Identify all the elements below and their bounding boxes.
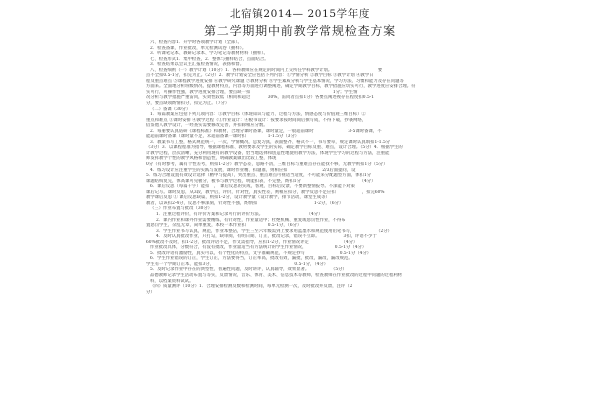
document-line: 品德教师记录学生活动布置与等实，反馈情况，音乐、体育、美术、信息技术等教师，检查教师在作业批改的过程中问题的过程利材 xyxy=(150,272,403,278)
document-line: 点不全扣0.5-1分，扣完为止。（2分）2．教学计划安全应包括下列内容：①学情分析 ②教学目标 ③教学计划 ④教学日 xyxy=(146,73,374,79)
document-line: 况分析与教学措施严重雷同，实效性较低（相同和超过 30%，雷同者点扣1分）各要点阐述视存在程度扣0.5-1 xyxy=(146,95,375,101)
document-body xyxy=(146,40,458,400)
document-line: 方面来。全面地分析班级情况，提教材特点，内容等方面进行调整阐述，确定学期教学目标，教学措施应切实可行，教学进度应安排合理。符 xyxy=(146,84,416,90)
document-line: 能超前课时备课（课时量不足，未超前备课一课时扣 1-1.5分（3分） xyxy=(146,134,300,140)
document-line: 5．练习合理设置有效设计选择（精中与提高），突出重点、重点难点可视适当适度，不可能来分配题型方面，体扣1分 xyxy=(146,173,372,179)
document-line: 4．及时认真批改作业，只打勾，缺审阅，有明日期、订正，批改记录，错误不立即。 3扣，评语不少于 xyxy=(156,234,377,240)
document-line: 六、检查内容1．开学时各项教学计划（全部）。 xyxy=(150,40,242,45)
document-line: （二）备课（30分） xyxy=(150,106,191,112)
document-line: 八、检查细则（一）教学计划（10分）1．各科教师应在规定的时间内上交所任学科教学计划。 要 xyxy=(150,67,383,73)
document-line: 3．检查结果以会议主汇报检查情况，表扬和督。 xyxy=(150,62,245,68)
document-line: 60%批改不及时，扣1-2分，批改评语不足，作文需指导，应扣1-2分，作业情况评定 （4分） xyxy=(146,239,358,245)
document-line: （3分）3．以课程程准为指导，根据课程标准、教材要求及学生的实际，确定教学目标及重、难点，设计合理。（5分）4．根据学生的 xyxy=(146,145,403,151)
document-line: 课后记写。课时反思，从3段，教学后，评价，针对性，真实性差，则相应扣分，教学反思不足应扣 ，扣完60% xyxy=(146,189,385,195)
document-line: 学生有一个学期订正本，能扣3分， 0.5-1分，（4分） xyxy=(146,261,329,267)
document-line: 借鉴他人教学设计，一经查实需要修改完善，并扣除相应分数。 xyxy=(146,123,268,129)
document-line: 教者，以该扣2-4分，反思不够深刻，针对性不强，酌情扣 1-2分，（6分） xyxy=(146,200,344,206)
document-line: 2．检查备课，作业批改，单元检测试卷（抽样）。 xyxy=(150,45,247,51)
document-line: 作业批改具体，分数符合，有没有批改，作业量适当有方法统计的学生作业情况， 0.5-1分（4分） xyxy=(150,245,367,251)
document-line: 重点和难点 ③课时安排 ④教学过程（①作业设计：④板书设计：按要求按时间间后撰写成，不得下载，抄袭网络， xyxy=(146,117,367,123)
document-line: 师发挥教学个性的教学风格和创造性，明确教案做出比较工整，体现 xyxy=(146,156,277,162)
document-line: 3．听课笔记本、教研记录本、学习笔记等教材材料（抽样）。 xyxy=(150,51,268,57)
document-line: 1．注重过程评价，有评价方案和记录可行的评价方法。 （4分） xyxy=(156,211,323,217)
document-line: 实可行，可操作性强，教学进度安排合理，要点缺一扣 1分；学生情 xyxy=(146,89,358,95)
document-line: 2．每册要认真钻研《课程标准》和教材，合理分课时备课，课时量足，一般超前课时 3-5课时备课，不 xyxy=(150,128,382,134)
document-line: 3．学生作业书写认真，规范，作业本整洁，学生三至六年级需到上要求用蓝墨水和规范使用铅笔书写， （2分） xyxy=(156,228,392,234)
document-line: 0分（有时参考，属有个性差考，则扣1-2分）教学态差，思路不清，三维目标与重难点存在能找不够，无教学则扣1分（5分） xyxy=(146,162,388,168)
document-line: 6．课后反思（每篇千字）能扣 ， 课后反思的实成，客观、目标后反馈、不要新整情报导。不深能下对策 xyxy=(150,184,355,190)
document-line: 分，要点缺项酌情扣分，扣完为止。（7分） xyxy=(146,101,230,107)
document-line: 置惩罚学生，杂乱无章，简单重复，本校一本作业扣 0.5-1分，（6分） xyxy=(146,223,302,229)
document-line: 程及重点难点 ⑤课程教学进度安排 ⑥教学研究课题 ⑦教材分析 ⑧学生素质分析与学生基本情况，学习方法、习惯和能力及存在问题等 xyxy=(146,78,404,84)
document-line: 教学课后反思 ① 课后反思缺篇，则扣1-2分，设计教学量（设计教学，排节活动，课堂生成等） xyxy=(146,195,330,201)
document-line: 4．练习设计应注重学生的实践与发展，课时作业精、扣题准，则相应扣 2/3后面提问，设 xyxy=(150,167,356,173)
document-line: 3．教案书写工整，格式规范统一，一次、学情概况，总复习真，表面整齐、格式不一，书写要草，规定课时认真填扣1-1.5分 xyxy=(150,139,391,145)
document-line: 七、检查形式1．集中检查，2．整体与抽样结合，点面结合。 xyxy=(150,56,269,62)
document-line: （三）作业布置与批改（30分） xyxy=(150,206,213,212)
document-line: 6．学生作业错误的订正，学生订正，方法要得当，订正率高，批改有效，漏批，批改，漏改，漏改规范。 xyxy=(150,256,353,262)
document-line: 5．批改评语有激励性，真实可以，有个性化的特点，文字准确规范，不规定抄写 0.5-1分（4分） xyxy=(150,250,372,256)
document-title-main: 第二学期期中前教学常规检查方案 xyxy=(203,24,396,38)
document-line: 料，以档案资料试试。 xyxy=(150,278,194,284)
document-line: 1．每篇教案应包括下列几项内容：①教学目标（体现知识与能力、过程与方法，情感态度与价值观三维目标）② xyxy=(150,112,366,118)
document-line: 分） xyxy=(146,289,155,295)
document-line: 5．及时记录作业中存在的典型性、普遍性问题，及时讲评，认真辅导，效果显著。 （5分） xyxy=(150,267,347,273)
document-line: 课题结构复完，体高课可见板分，板书与教学过程，明能扣表，不完整，酌扣1分 （4分） xyxy=(146,178,376,184)
document-line: 2．课内作业和课外作业需要精练，有针对性，作业量适中；杜绝机械、重复或惩罚性作业，不得布 xyxy=(156,217,346,223)
document-line: 计教学过程，层次清晰，充分利用现有的教学设备，恰当地选择和创造性地使用教学方法，体现学生学习的过程与方法，注重能 xyxy=(146,150,390,156)
document-line: （四）质量测评（10分）1．合理安排检测及数和检测时间，每单元检测一次，及时批改并反馈，注评（2 xyxy=(150,284,353,290)
document-title-year: 北宿镇2014— 2015学年度 xyxy=(230,8,370,20)
